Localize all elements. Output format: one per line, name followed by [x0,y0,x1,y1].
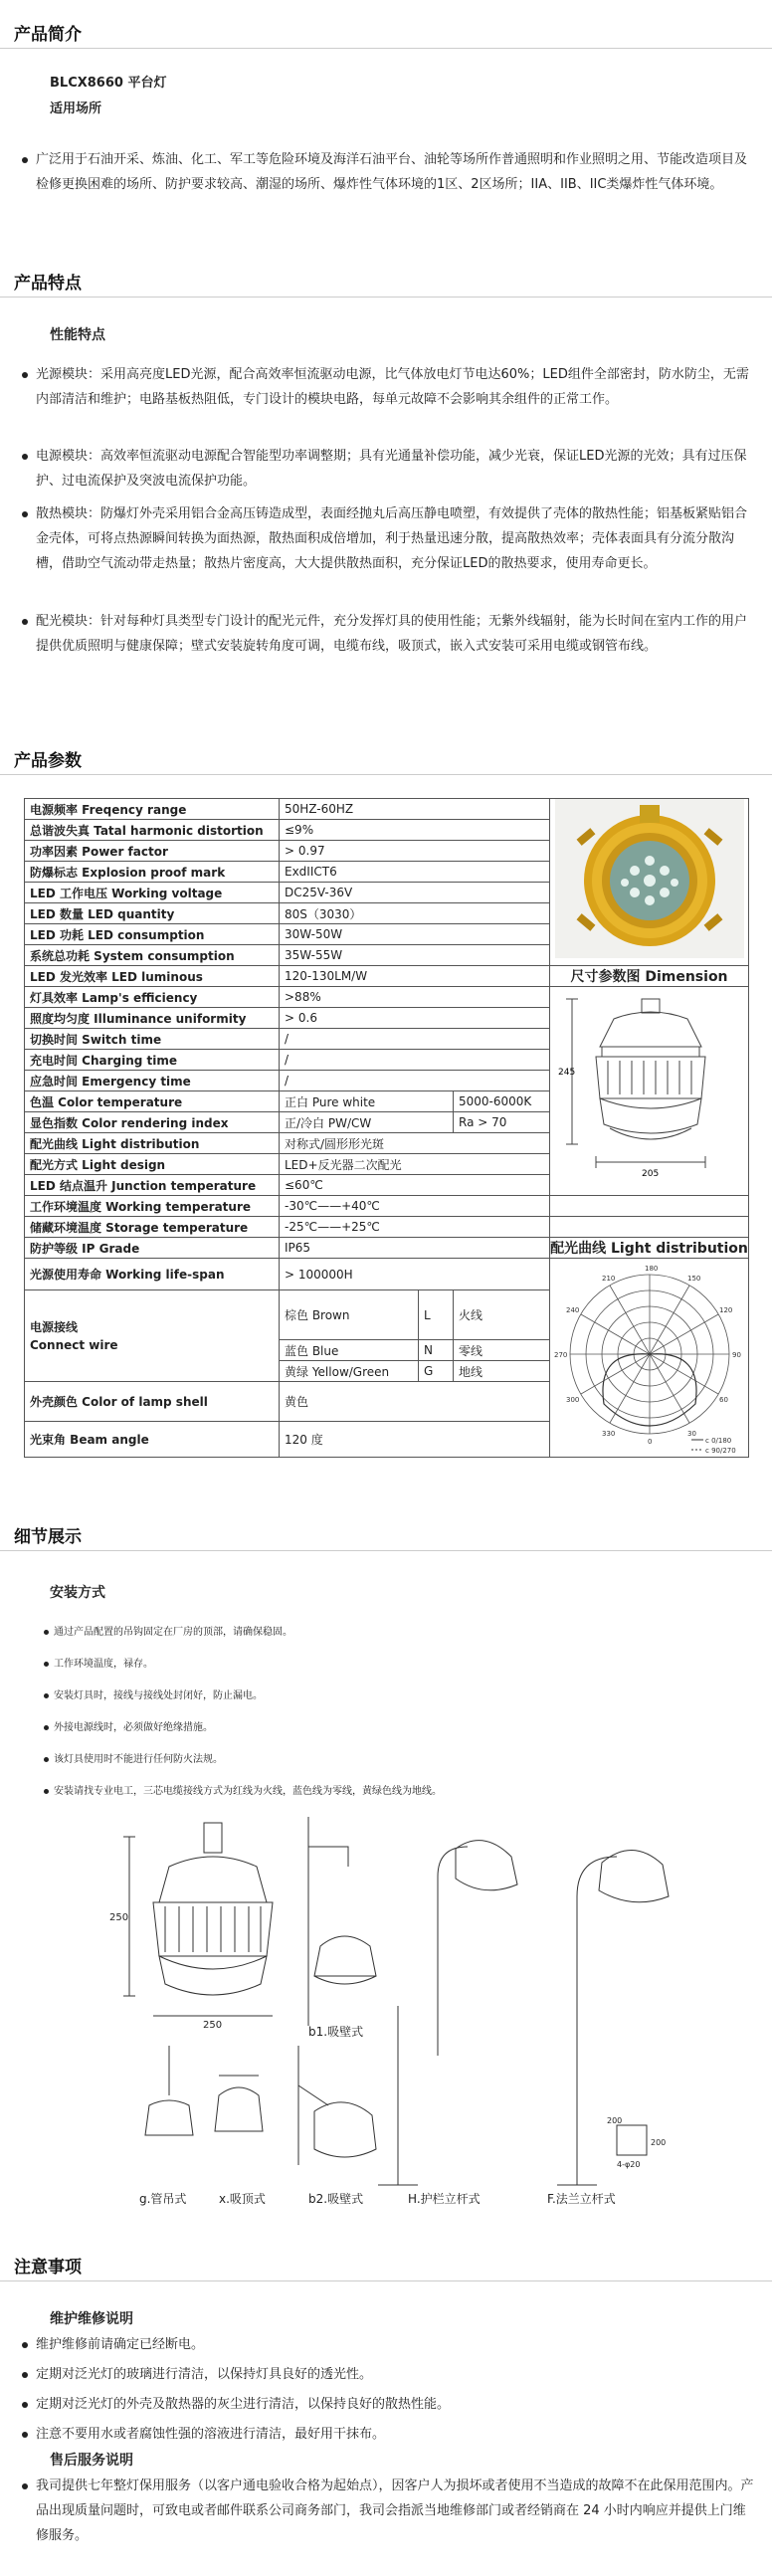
installation-drawing [109,1807,756,2225]
divider [0,1550,772,1551]
dimension-caption: 尺寸参数图 Dimension [570,969,728,985]
install-item: 该灯具使用时不能进行任何防火法规。 [44,1753,223,1767]
spec-value: >88% [280,987,550,1008]
wire-name: 地线 [454,1361,550,1382]
wire-key: 电源接线 Connect wire [25,1290,280,1382]
spec-value: / [280,1071,550,1091]
wire-name: 零线 [454,1340,550,1361]
product-model: BLCX8660 平台灯 [50,76,167,91]
polar-label: 150 [686,1275,700,1283]
polar-label: 120 [718,1306,732,1314]
spec-value: 正白 Pure white [280,1091,454,1112]
spec-key: 灯具效率 Lamp's efficiency [25,987,280,1008]
spec-key: LED 数量 LED quantity [25,903,280,924]
table-row [25,1238,749,1259]
spec-value: -30℃——+40℃ [280,1196,550,1217]
polar-label: 330 [601,1430,615,1438]
spec-value: 120-130LM/W [280,966,550,987]
spec-key: 照度均匀度 Illuminance uniformity [25,1008,280,1029]
legend-c0: c 0/180 [704,1437,731,1445]
spec-key: 配光曲线 Light distribution [25,1133,280,1154]
table-row [25,1217,749,1238]
polar-label: 210 [601,1275,615,1283]
spec-key: 色温 Color temperature [25,1091,280,1112]
after-sales-sub: 售后服务说明 [50,2453,133,2469]
figure-label-b2: b2.吸壁式 [308,2192,364,2206]
spec-key: LED 结点温升 Junction temperature [25,1175,280,1196]
maintenance-item: 定期对泛光灯的外壳及散热器的灰尘进行清洁，以保持良好的散热性能。 [22,2392,758,2417]
spec-value: IP65 [280,1238,550,1259]
install-item: 安装请找专业电工，三芯电缆接线方式为红线为火线，蓝色线为零线，黄绿色线为地线。 [44,1785,442,1799]
spec-table [24,798,749,1458]
table-row [25,1196,749,1217]
spec-value: LED+反光器二次配光 [280,1154,550,1175]
features-sub: 性能特点 [50,327,105,343]
maintenance-item: 维护维修前请确定已经断电。 [22,2332,758,2357]
figure-label-f: F.法兰立杆式 [547,2192,616,2206]
distribution-caption: 配光曲线 Light distribution [550,1241,748,1257]
spec-key: 应急时间 Emergency time [25,1071,280,1091]
polar-label: 60 [718,1396,728,1404]
spec-value: 120 度 [280,1422,550,1458]
spec-value: 50HZ-60HZ [280,799,550,820]
after-sales-item: 我司提供七年整灯保用服务（以客户通电验收合格为起始点），因客户人为损坏或者使用不当造成的故障不在此保用范围内。产品出现质量问题时，可致电或者邮件联系公司商务部门，我司会指派当地维修部门或者经销商在 24 小时内响应并提供上门维修服务。 [22,2474,758,2548]
spec-value: 5000-6000K [454,1091,550,1112]
spec-value: 黄色 [280,1382,550,1422]
features-heading: 产品特点 [14,274,82,294]
spec-value: / [280,1029,550,1050]
dimension-label: 200 [607,2116,623,2125]
product-photo [555,799,744,958]
spec-value: -25℃——+25℃ [280,1217,550,1238]
table-row [25,799,749,820]
spec-key: 储藏环境温度 Storage temperature [25,1217,280,1238]
spec-value: > 100000H [280,1259,550,1290]
spec-value: 35W-55W [280,945,550,966]
spec-value: Ra > 70 [454,1112,550,1133]
dimension-width: 205 [641,1169,659,1179]
spec-key: 切换时间 Switch time [25,1029,280,1050]
polar-chart-cell [550,1259,749,1458]
legend-c90: c 90/270 [704,1447,736,1455]
install-item: 工作环境温度，禄存。 [44,1658,153,1672]
dimension-height: 245 [557,1068,575,1078]
spec-key: LED 发光效率 LED luminous [25,966,280,987]
polar-label: 300 [565,1396,579,1404]
details-sub: 安装方式 [50,1585,105,1601]
dimension-drawing-cell [550,987,749,1196]
spec-key: 总谐波失真 Tatal harmonic distortion [25,820,280,841]
spec-key: 工作环境温度 Working temperature [25,1196,280,1217]
dimension-label: 4-φ20 [617,2160,641,2169]
feature-item-power: 电源模块：高效率恒流驱动电源配合智能型功率调整期；具有光通量补偿功能，减少光衰，保证LED光源的光效；具有过压保护、过电流保护及突波电流保护功能。 [22,444,758,494]
figure-label-x: x.吸顶式 [219,2192,266,2206]
dimension-label: 250 [109,1912,129,1923]
spec-key: 功率因素 Power factor [25,841,280,862]
spec-value: 对称式/圆形形光斑 [280,1133,550,1154]
wire-name: 火线 [454,1290,550,1340]
polar-label: 0 [647,1438,652,1446]
table-row [25,1259,749,1290]
table-row [25,966,749,987]
light-distribution-chart [552,1259,747,1454]
spec-key: 外壳颜色 Color of lamp shell [25,1382,280,1422]
figure-label-h: H.护栏立杆式 [408,2192,481,2206]
polar-label: 240 [565,1306,579,1314]
notes-heading: 注意事项 [14,2258,82,2278]
spec-value: / [280,1050,550,1071]
dimension-label: 200 [651,2138,667,2147]
spec-key: 防爆标志 Explosion proof mark [25,862,280,883]
intro-heading: 产品简介 [14,25,82,45]
install-item: 外接电源线时，必须做好绝缘措施。 [44,1721,213,1735]
spec-key: 光束角 Beam angle [25,1422,280,1458]
wire-code: N [419,1340,454,1361]
scope-label: 适用场所 [50,101,102,116]
dimension-drawing [552,987,747,1186]
dimension-label: 250 [203,2020,223,2031]
divider [0,774,772,775]
spec-key: 配光方式 Light design [25,1154,280,1175]
wire-color: 棕色 Brown [280,1290,419,1340]
divider [0,48,772,49]
notes-sub: 维护维修说明 [50,2311,133,2327]
table-row [25,987,749,1008]
maintenance-item: 定期对泛光灯的玻璃进行清洁，以保持灯具良好的透光性。 [22,2362,758,2387]
feature-item-light-source: 光源模块：采用高亮度LED光源，配合高效率恒流驱动电源，比气体放电灯节电达60%；LED组件全部密封，防水防尘，无需内部清洁和维护；电路基板热阻低，专门设计的模块电路，每单元故障不会影响其余组件的正常工作。 [22,362,758,412]
wire-color: 蓝色 Blue [280,1340,419,1361]
spec-key: LED 功耗 LED consumption [25,924,280,945]
polar-label: 270 [553,1351,567,1359]
product-photo-cell [550,799,749,966]
spec-key: 电源频率 Freqency range [25,799,280,820]
wire-code: G [419,1361,454,1382]
install-item: 通过产品配置的吊钩固定在厂房的顶部，请确保稳固。 [44,1626,292,1640]
spec-key: 充电时间 Charging time [25,1050,280,1071]
figure-label-g: g.管吊式 [139,2192,187,2206]
spec-key: LED 工作电压 Working voltage [25,883,280,903]
spec-key: 光源使用寿命 Working life-span [25,1259,280,1290]
spec-value: 30W-50W [280,924,550,945]
spec-value: > 0.6 [280,1008,550,1029]
scope-text: 广泛用于石油开采、炼油、化工、军工等危险环境及海洋石油平台、油轮等场所作普通照明和作业照明之用、节能改造项目及检修更换困难的场所、防护要求较高、潮湿的场所、爆炸性气体环境的1区、2区场所；IIA、IIB、IIC类爆炸性气体环境。 [22,147,758,197]
spec-value: 80S（3030） [280,903,550,924]
wire-code: L [419,1290,454,1340]
params-heading: 产品参数 [14,751,82,771]
wire-color: 黄绿 Yellow/Green [280,1361,419,1382]
spec-value: ExdIICT6 [280,862,550,883]
spec-value: DC25V-36V [280,883,550,903]
spec-value: > 0.97 [280,841,550,862]
feature-item-heat: 散热模块：防爆灯外壳采用铝合金高压铸造成型，表面经抛丸后高压静电喷塑，有效提供了壳体的散热性能；铝基板紧贴铝合金壳体，可将点热源瞬间转换为面热源，散热面积成倍增加，利于热量迅速分散，提高散热效率；壳体表面具有分流分散沟槽，借助空气流动带走热量；散热片密度高，大大提供散热面积，充分保证LED的散热要求，使用寿命更长。 [22,501,758,576]
spec-value: ≤60℃ [280,1175,550,1196]
spec-value: 正/冷白 PW/CW [280,1112,454,1133]
divider [0,2280,772,2281]
maintenance-item: 注意不要用水或者腐蚀性强的溶液进行清洁，最好用干抹布。 [22,2422,758,2447]
install-item: 安装灯具时，接线与接线处封闭好，防止漏电。 [44,1689,263,1703]
spec-key: 系统总功耗 System consumption [25,945,280,966]
polar-label: 30 [686,1430,696,1438]
spec-key: 显色指数 Color rendering index [25,1112,280,1133]
details-heading: 细节展示 [14,1527,82,1547]
figure-label-b1: b1.吸壁式 [308,2025,364,2039]
spec-value: ≤9% [280,820,550,841]
spec-key: 防护等级 IP Grade [25,1238,280,1259]
polar-label: 180 [644,1265,658,1273]
feature-item-optics: 配光模块：针对每种灯具类型专门设计的配光元件，充分发挥灯具的使用性能；无紫外线辐射，能为长时间在室内工作的用户提供优质照明与健康保障；壁式安装旋转角度可调，电缆布线，吸顶式，嵌入式安装可采用电缆或钢管布线。 [22,609,758,659]
polar-label: 90 [731,1351,741,1359]
